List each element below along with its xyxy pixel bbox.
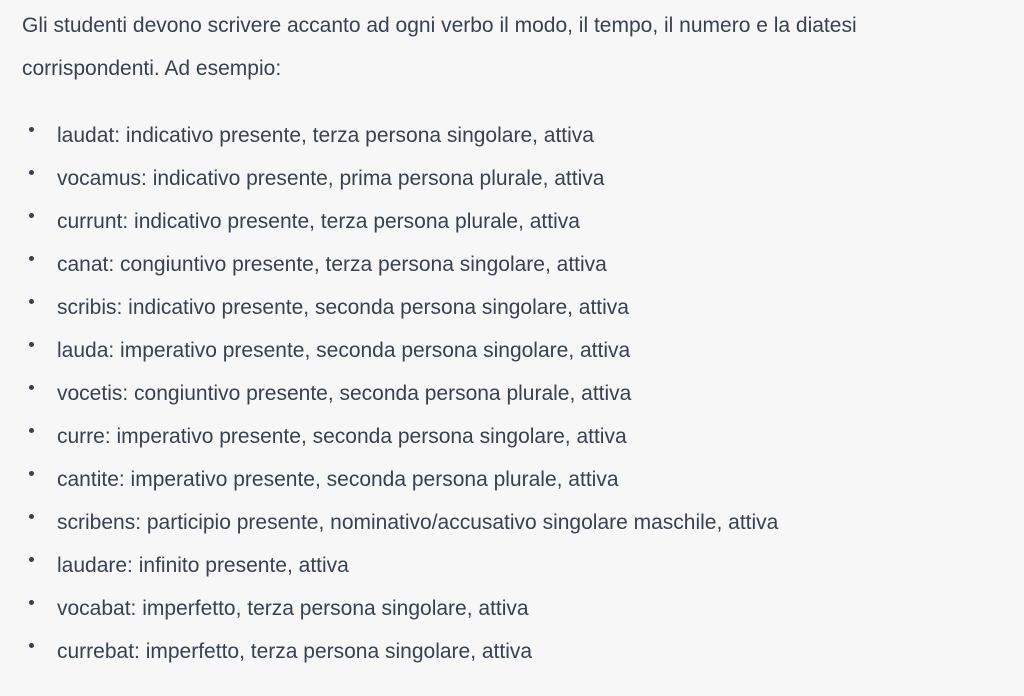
verb-list [22, 114, 1012, 673]
list-item-text: vocetis: congiuntivo presente, seconda persona plurale, attiva [57, 382, 632, 405]
bullet-icon [29, 428, 34, 433]
list-item-text: scribis: indicativo presente, seconda persona singolare, attiva [57, 296, 629, 319]
intro-line-2: corrispondenti. Ad esempio: [22, 57, 282, 80]
bullet-icon [29, 213, 34, 218]
bullet-icon [29, 299, 34, 304]
list-item [22, 329, 1012, 372]
list-item [22, 286, 1012, 329]
list-item-text: laudat: indicativo presente, terza persona singolare, attiva [57, 124, 594, 147]
list-item-text: currebat: imperfetto, terza persona singolare, attiva [57, 640, 533, 663]
bullet-icon [29, 514, 34, 519]
list-item [22, 157, 1012, 200]
list-item [22, 114, 1012, 157]
list-item [22, 372, 1012, 415]
list-item-text: canat: congiuntivo presente, terza persona singolare, attiva [57, 253, 607, 276]
intro-paragraph [22, 0, 1012, 90]
list-item [22, 458, 1012, 501]
list-item-text: lauda: imperativo presente, seconda persona singolare, attiva [57, 339, 631, 362]
bullet-icon [29, 471, 34, 476]
list-item-text: laudare: infinito presente, attiva [57, 554, 349, 577]
list-item-text: scribens: participio presente, nominativo/accusativo singolare maschile, attiva [57, 511, 779, 534]
list-item [22, 630, 1012, 673]
list-item [22, 587, 1012, 630]
bullet-icon [29, 385, 34, 390]
list-item [22, 501, 1012, 544]
list-item [22, 544, 1012, 587]
list-item-text: vocabat: imperfetto, terza persona singolare, attiva [57, 597, 529, 620]
bullet-icon [29, 170, 34, 175]
bullet-icon [29, 256, 34, 261]
bullet-icon [29, 127, 34, 132]
list-item [22, 415, 1012, 458]
bullet-icon [29, 600, 34, 605]
bullet-icon [29, 342, 34, 347]
message-content [22, 0, 1012, 673]
list-item-text: curre: imperativo presente, seconda persona singolare, attiva [57, 425, 627, 448]
bullet-icon [29, 557, 34, 562]
list-item-text: currunt: indicativo presente, terza persona plurale, attiva [57, 210, 580, 233]
list-item [22, 200, 1012, 243]
list-item-text: vocamus: indicativo presente, prima persona plurale, attiva [57, 167, 605, 190]
bullet-icon [29, 643, 34, 648]
intro-line-1: Gli studenti devono scrivere accanto ad ogni verbo il modo, il tempo, il numero e la diatesi [22, 14, 857, 37]
list-item [22, 243, 1012, 286]
list-item-text: cantite: imperativo presente, seconda persona plurale, attiva [57, 468, 619, 491]
